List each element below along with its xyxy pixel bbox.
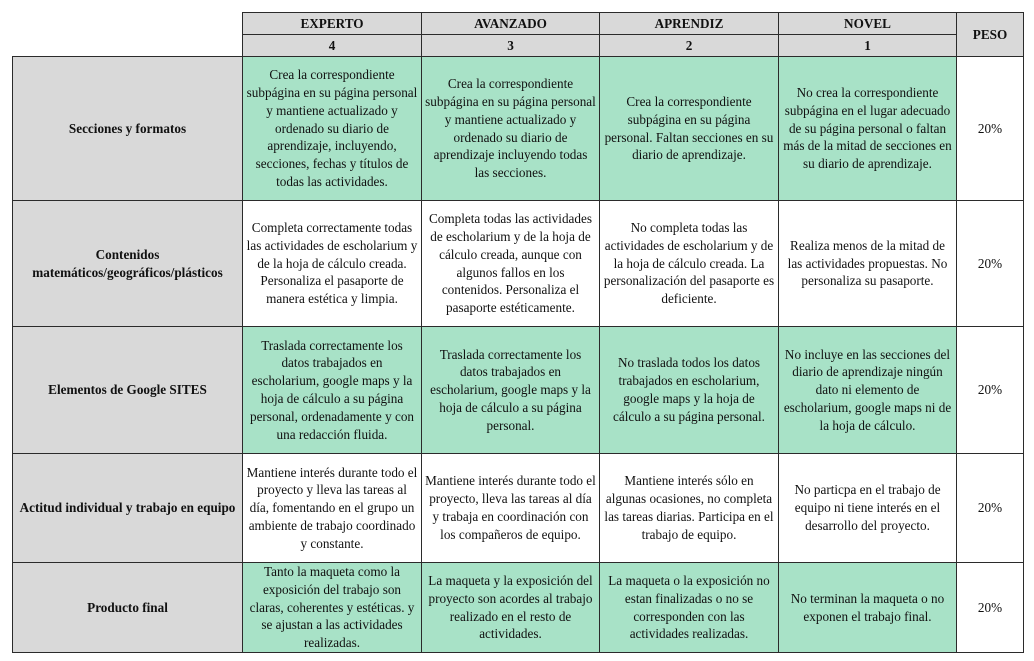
peso-value: 20% [957, 57, 1024, 201]
criterion-label: Producto final [13, 563, 243, 653]
rubric-cell-aprendiz: No completa todas las actividades de escholarium y de la hoja de cálculo creada. La personalización del pasaporte es deficiente. [600, 201, 779, 327]
criterion-label: Elementos de Google SITES [13, 327, 243, 454]
rubric-cell-novel: No particpa en el trabajo de equipo ni tiene interés en el desarrollo del proyecto. [779, 454, 957, 563]
rubric-row [13, 454, 1024, 563]
rubric-row [13, 201, 1024, 327]
criterion-label: Secciones y formatos [13, 57, 243, 201]
rubric-cell-avanzado: Completa todas las actividades de escholarium y de la hoja de cálculo creada, aunque con algunos fallos en los contenidos. Personaliza el pasaporte estéticamente. [422, 201, 600, 327]
level-score-aprendiz: 2 [600, 35, 779, 57]
rubric-cell-novel: No incluye en las secciones del diario de aprendizaje ningún dato ni elemento de escholarium, google maps ni de la hoja de cálculo. [779, 327, 957, 454]
rubric-cell-experto: Mantiene interés durante todo el proyecto y lleva las tareas al día, fomentando en el grupo un ambiente de trabajo coordinado y constante. [243, 454, 422, 563]
rubric-cell-avanzado: La maqueta y la exposición del proyecto son acordes al trabajo realizado en el resto de actividades. [422, 563, 600, 653]
rubric-cell-aprendiz: Mantiene interés sólo en algunas ocasiones, no completa las tareas diarias. Participa en el trabajo de equipo. [600, 454, 779, 563]
criterion-label: Contenidos matemáticos/geográficos/plásticos [13, 201, 243, 327]
peso-header: PESO [957, 13, 1024, 57]
rubric-cell-experto: Tanto la maqueta como la exposición del trabajo son claras, coherentes y estéticas. y se ajustan a las actividades realizadas. [243, 563, 422, 653]
rubric-cell-novel: No crea la correspondiente subpágina en el lugar adecuado de su página personal o faltan más de la mitad de secciones en su diario de aprendizaje. [779, 57, 957, 201]
criterion-label: Actitud individual y trabajo en equipo [13, 454, 243, 563]
rubric-cell-aprendiz: No traslada todos los datos trabajados en escholarium, google maps y la hoja de cálculo a su página personal. [600, 327, 779, 454]
peso-value: 20% [957, 454, 1024, 563]
header-blank-cell [13, 13, 243, 57]
rubric-cell-novel: No terminan la maqueta o no exponen el trabajo final. [779, 563, 957, 653]
rubric-cell-experto: Crea la correspondiente subpágina en su página personal y mantiene actualizado y ordenado su diario de aprendizaje, incluyendo, secciones, fechas y títulos de todas las actividades. [243, 57, 422, 201]
rubric-cell-aprendiz: La maqueta o la exposición no estan finalizadas o no se corresponden con las actividades realizadas. [600, 563, 779, 653]
rubric-row [13, 563, 1024, 653]
rubric-cell-aprendiz: Crea la correspondiente subpágina en su página personal. Faltan secciones en su diario de aprendizaje. [600, 57, 779, 201]
peso-value: 20% [957, 201, 1024, 327]
level-score-experto: 4 [243, 35, 422, 57]
rubric-cell-avanzado: Traslada correctamente los datos trabajados en escholarium, google maps y la hoja de cálculo a su página personal. [422, 327, 600, 454]
level-name-aprendiz: APRENDIZ [600, 13, 779, 35]
header-level-row [13, 13, 1024, 35]
peso-value: 20% [957, 563, 1024, 653]
rubric-cell-experto: Traslada correctamente los datos trabajados en escholarium, google maps y la hoja de cálculo a su página personal, ordenadamente y con una redacción fluida. [243, 327, 422, 454]
rubric-row [13, 327, 1024, 454]
level-score-avanzado: 3 [422, 35, 600, 57]
rubric-cell-avanzado: Crea la correspondiente subpágina en su página personal y mantiene actualizado y ordenado su diario de aprendizaje incluyendo todas las secciones. [422, 57, 600, 201]
peso-value: 20% [957, 327, 1024, 454]
rubric-row [13, 57, 1024, 201]
level-name-novel: NOVEL [779, 13, 957, 35]
level-score-novel: 1 [779, 35, 957, 57]
rubric-cell-avanzado: Mantiene interés durante todo el proyecto, lleva las tareas al día y trabaja en coordinación con los compañeros de equipo. [422, 454, 600, 563]
rubric-cell-experto: Completa correctamente todas las actividades de escholarium y de la hoja de cálculo creada. Personaliza el pasaporte de manera estética y limpia. [243, 201, 422, 327]
rubric-table [12, 12, 1024, 653]
level-name-avanzado: AVANZADO [422, 13, 600, 35]
level-name-experto: EXPERTO [243, 13, 422, 35]
rubric-cell-novel: Realiza menos de la mitad de las actividades propuestas. No personaliza su pasaporte. [779, 201, 957, 327]
